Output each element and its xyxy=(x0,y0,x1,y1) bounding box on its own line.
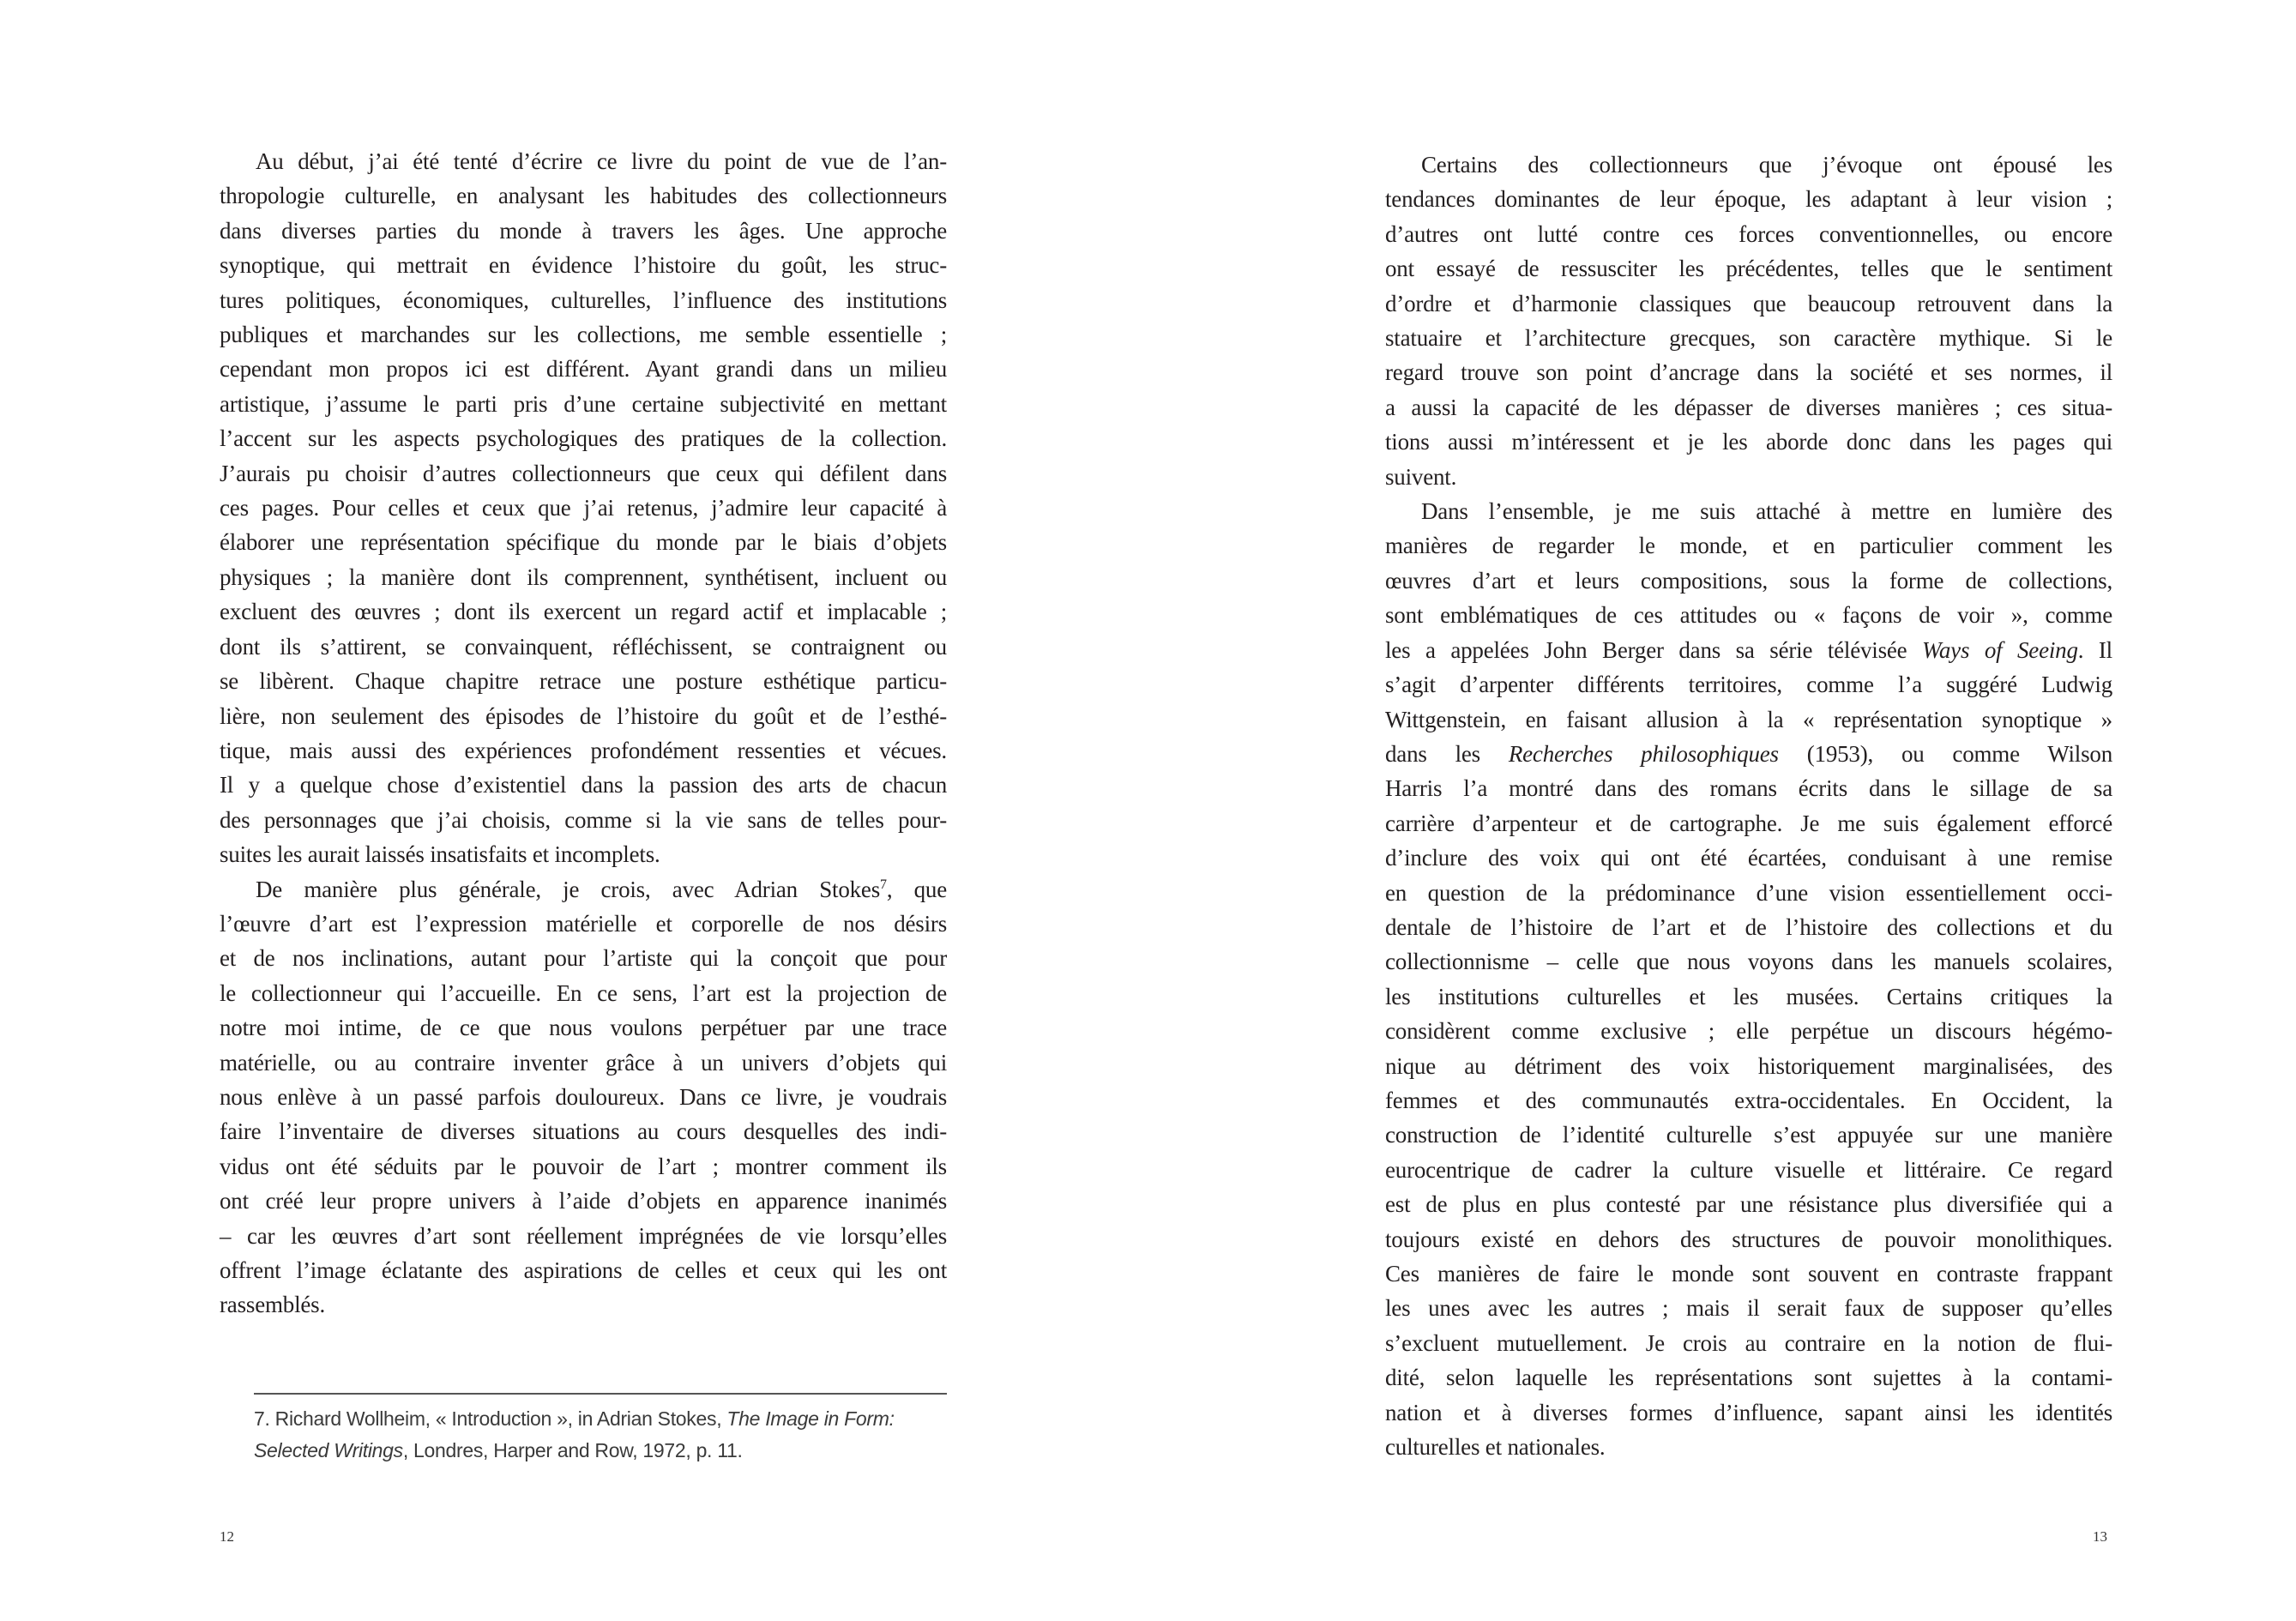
footnote-line xyxy=(254,1435,957,1467)
text-line xyxy=(1385,633,2112,667)
text-line: dentale de l’histoire de l’art et de l’histoire des collections et du xyxy=(1385,913,2112,940)
text-line: le collectionneur qui l’accueille. En ce sens, l’art est la projection de xyxy=(220,979,947,1006)
text-line: vidus ont été séduits par le pouvoir de l’art ; montrer comment ils xyxy=(220,1153,947,1179)
text-line: les institutions culturelles et les musées. Certains critiques la xyxy=(1385,983,2112,1009)
text-line: nation et à diverses formes d’influence, sapant ainsi les identités xyxy=(1385,1399,2112,1425)
text-line: nique au détriment des voix historiquement marginalisées, des xyxy=(1385,1052,2112,1079)
text-line: est de plus en plus contesté par une résistance plus diversifiée qui a xyxy=(1385,1191,2112,1218)
text-segment: les a appelées John Berger dans sa série télévisée xyxy=(1385,636,1923,663)
text-segment: . Il xyxy=(2077,636,2112,663)
text-line: nous enlève à un passé parfois douloureux. Dans ce livre, je voudrais xyxy=(220,1083,947,1110)
text-segment: dans les xyxy=(1385,740,1509,767)
text-line: offrent l’image éclatante des aspirations de celles et ceux qui les ont xyxy=(220,1257,947,1283)
text-line: thropologie culturelle, en analysant les habitudes des collectionneurs xyxy=(220,183,947,209)
text-line: Harris l’a montré dans des romans écrits dans le sillage de sa xyxy=(1385,775,2112,802)
text-line: physiques ; la manière dont ils comprennent, synthétisent, incluent ou xyxy=(220,563,947,590)
text-line: dité, selon laquelle les représentations sont sujettes à la contami- xyxy=(1385,1365,2112,1391)
left-page-body-text xyxy=(220,144,947,1323)
text-line: s’excluent mutuellement. Je crois au contraire en la notion de flui- xyxy=(1385,1329,2112,1356)
text-line: s’agit d’arpenter différents territoires, comme l’a suggéré Ludwig xyxy=(1385,672,2112,698)
text-line: en question de la prédominance d’une vision essentiellement occi- xyxy=(1385,879,2112,906)
text-line: Au début, j’ai été tenté d’écrire ce livre du point de vue de l’an- xyxy=(256,148,947,174)
text-line: d’ordre et d’harmonie classiques que beaucoup retrouvent dans la xyxy=(1385,290,2112,316)
text-line: a aussi la capacité de les dépasser de diverses manières ; ces situa- xyxy=(1385,394,2112,420)
text-line: œuvres d’art et leurs compositions, sous la forme de collections, xyxy=(1385,567,2112,594)
text-line: cependant mon propos ici est différent. Ayant grandi dans un milieu xyxy=(220,356,947,383)
text-line: Certains des collectionneurs que j’évoque ont épousé les xyxy=(1421,152,2112,178)
text-line: tures politiques, économiques, culturelles, l’influence des institutions xyxy=(220,286,947,313)
text-line: rassemblés. xyxy=(220,1292,326,1318)
text-line: notre moi intime, de ce que nous voulons perpétuer par une trace xyxy=(220,1015,947,1041)
text-line: publiques et marchandes sur les collections, me semble essentielle ; xyxy=(220,322,947,348)
text-segment: 7. Richard Wollheim, « Introduction », in Adrian Stokes, xyxy=(254,1407,727,1430)
text-line: lière, non seulement des épisodes de l’histoire du goût et de l’esthé- xyxy=(220,702,947,729)
text-line: l’œuvre d’art est l’expression matérielle et corporelle de nos désirs xyxy=(220,910,947,937)
footnote-line xyxy=(254,1403,957,1435)
text-line: Dans l’ensemble, je me suis attaché à mettre en lumière des xyxy=(1421,498,2112,525)
footnote-divider xyxy=(254,1393,947,1395)
text-segment: De manière plus générale, je crois, avec Adrian Stokes xyxy=(256,876,881,902)
text-line: collectionnisme – celle que nous voyons dans les manuels scolaires, xyxy=(1385,949,2112,975)
text-line: les unes avec les autres ; mais il serait faux de supposer qu’elles xyxy=(1385,1295,2112,1322)
text-line: statuaire et l’architecture grecques, son caractère mythique. Si le xyxy=(1385,325,2112,352)
text-line: culturelles et nationales. xyxy=(1385,1434,1606,1461)
text-line xyxy=(1385,737,2112,771)
text-line: ont essayé de ressusciter les précédentes, telles que le sentiment xyxy=(1385,256,2112,282)
text-line: se libèrent. Chaque chapitre retrace une posture esthétique particu- xyxy=(220,668,947,695)
page-number-left: 12 xyxy=(220,1528,234,1545)
text-line: carrière d’arpenteur et de cartographe. Je me suis également efforcé xyxy=(1385,810,2112,836)
text-line: suivent. xyxy=(1385,463,1457,490)
text-line: d’inclure des voix qui ont été écartées, conduisant à une remise xyxy=(1385,845,2112,871)
text-line: synoptique, qui mettrait en évidence l’histoire du goût, les struc- xyxy=(220,252,947,279)
text-line: tendances dominantes de leur époque, les adaptant à leur vision ; xyxy=(1385,186,2112,213)
text-line: – car les œuvres d’art sont réellement imprégnées de vie lorsqu’elles xyxy=(220,1222,947,1249)
footnote xyxy=(254,1403,957,1467)
text-segment: , que xyxy=(886,876,948,902)
text-line: toujours existé en dehors des structures de pouvoir monolithiques. xyxy=(1385,1226,2112,1252)
text-line xyxy=(220,872,947,907)
text-line: et de nos inclinations, autant pour l’artiste qui la conçoit que pour xyxy=(220,945,947,972)
right-page-body-text xyxy=(1385,148,2112,1464)
text-line: suites les aurait laissés insatisfaits et incomplets. xyxy=(220,841,660,868)
text-line: femmes et des communautés extra-occidentales. En Occident, la xyxy=(1385,1087,2112,1113)
text-line: ont créé leur propre univers à l’aide d’objets en apparence inanimés xyxy=(220,1188,947,1214)
text-line: faire l’inventaire de diverses situations au cours desquelles des indi- xyxy=(220,1118,947,1145)
text-line: sont emblématiques de ces attitudes ou « façons de voir », comme xyxy=(1385,602,2112,629)
text-line: excluent des œuvres ; dont ils exercent un regard actif et implacable ; xyxy=(220,599,947,625)
text-line: artistique, j’assume le parti pris d’une certaine subjectivité en mettant xyxy=(220,390,947,417)
text-line: manières de regarder le monde, et en particulier comment les xyxy=(1385,533,2112,559)
italic-title: Selected Writings xyxy=(254,1439,403,1461)
text-line: élaborer une représentation spécifique du monde par le biais d’objets xyxy=(220,529,947,556)
text-line: des personnages que j’ai choisis, comme si la vie sans de telles pour- xyxy=(220,806,947,833)
text-line: dont ils s’attirent, se convainquent, réfléchissent, se contraignent ou xyxy=(220,633,947,660)
text-line: considèrent comme exclusive ; elle perpétue un discours hégémo- xyxy=(1385,1018,2112,1045)
text-line: l’accent sur les aspects psychologiques des pratiques de la collection. xyxy=(220,425,947,452)
text-line: tions aussi m’intéressent et je les aborde donc dans les pages qui xyxy=(1385,429,2112,455)
text-line: ces pages. Pour celles et ceux que j’ai retenus, j’admire leur capacité à xyxy=(220,495,947,521)
text-segment: (1953), ou comme Wilson xyxy=(1778,740,2112,767)
text-line: Il y a quelque chose d’existentiel dans la passion des arts de chacun xyxy=(220,772,947,798)
text-line: matérielle, ou au contraire inventer grâce à un univers d’objets qui xyxy=(220,1049,947,1076)
text-line: J’aurais pu choisir d’autres collectionneurs que ceux qui défilent dans xyxy=(220,460,947,486)
italic-title: Ways of Seeing xyxy=(1922,636,2078,663)
text-segment: , Londres, Harper and Row, 1972, p. 11. xyxy=(402,1439,743,1461)
italic-title: Recherches philosophiques xyxy=(1508,740,1779,767)
text-line: eurocentrique de cadrer la culture visuelle et littéraire. Ce regard xyxy=(1385,1156,2112,1183)
text-line: regard trouve son point d’ancrage dans la société et ses normes, il xyxy=(1385,359,2112,386)
footnote-reference: 7 xyxy=(880,877,887,892)
text-line: d’autres ont lutté contre ces forces conventionnelles, ou encore xyxy=(1385,220,2112,247)
italic-title: The Image in Form: xyxy=(726,1407,895,1430)
text-line: Wittgenstein, en faisant allusion à la « représentation synoptique » xyxy=(1385,706,2112,732)
page-number-right: 13 xyxy=(2093,1528,2107,1545)
text-line: construction de l’identité culturelle s’est appuyée sur une manière xyxy=(1385,1122,2112,1148)
text-line: tique, mais aussi des expériences profondément ressenties et vécues. xyxy=(220,737,947,763)
text-line: dans diverses parties du monde à travers les âges. Une approche xyxy=(220,217,947,244)
text-line: Ces manières de faire le monde sont souvent en contraste frappant xyxy=(1385,1261,2112,1287)
